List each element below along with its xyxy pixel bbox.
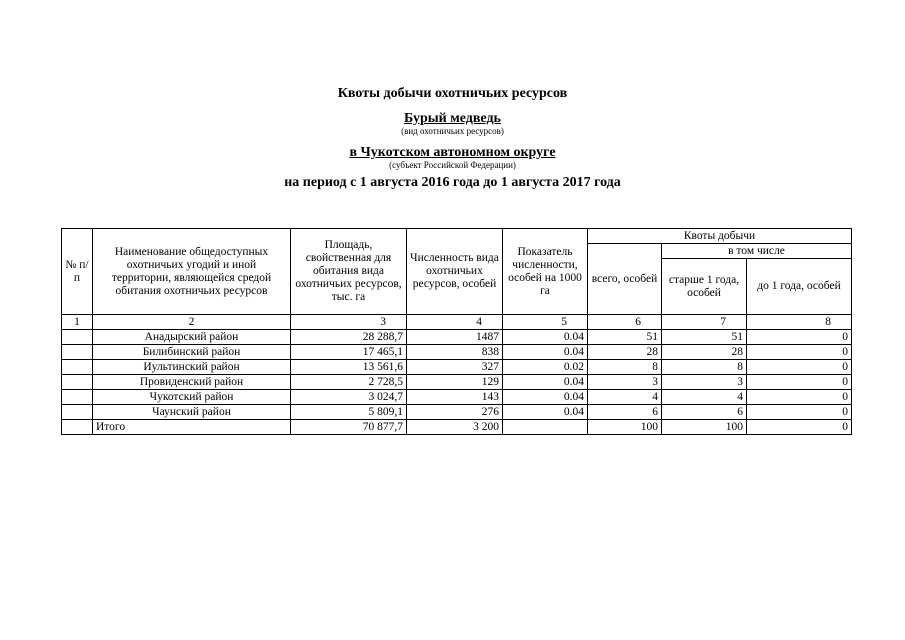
- header-population: Численность вида охотничьих ресурсов, особей: [407, 229, 503, 315]
- quota-under1-cell: 0: [747, 345, 852, 360]
- population-cell: 143: [407, 390, 503, 405]
- table-row: [62, 405, 852, 420]
- population-cell: 129: [407, 375, 503, 390]
- header-num: № п/п: [62, 229, 93, 315]
- quota-over1-cell: 8: [662, 360, 747, 375]
- header-including: в том числе: [662, 244, 852, 259]
- density-cell: 0.04: [503, 345, 588, 360]
- row-index-cell: [62, 345, 93, 360]
- total-row: [62, 420, 852, 435]
- row-index-cell: [62, 390, 93, 405]
- table-row: [62, 345, 852, 360]
- region-name-cell: Иультинский район: [93, 360, 291, 375]
- area-cell: 13 561,6: [291, 360, 407, 375]
- region-name: в Чукотском автономном округе: [349, 145, 556, 160]
- area-cell: 17 465,1: [291, 345, 407, 360]
- quota-under1-cell: 0: [747, 330, 852, 345]
- region-name-cell: Чаунский район: [93, 405, 291, 420]
- quota-over1-cell: 3: [662, 375, 747, 390]
- area-cell: 28 288,7: [291, 330, 407, 345]
- area-cell: 5 809,1: [291, 405, 407, 420]
- density-cell: 0.02: [503, 360, 588, 375]
- document-title: Квоты добычи охотничьих ресурсов: [337, 86, 568, 101]
- quota-under1-cell: 0: [747, 360, 852, 375]
- quota-under1-cell: 0: [747, 405, 852, 420]
- table-row: [62, 360, 852, 375]
- column-number-row: [62, 315, 852, 330]
- quota-over1-cell: 51: [662, 330, 747, 345]
- header-name: Наименование общедоступных охотничьих угодий и иной территории, являющейся средой обитания охотничьих ресурсов: [93, 229, 291, 315]
- region-name-cell: Итого: [93, 420, 291, 435]
- column-number: 6: [588, 315, 662, 330]
- header-quota-group: Квоты добычи: [588, 229, 852, 244]
- table-body: [62, 330, 852, 435]
- quota-total-cell: 51: [588, 330, 662, 345]
- species-note: (вид охотничьих ресурсов): [401, 126, 504, 136]
- column-number: 3: [291, 315, 407, 330]
- region-name-cell: Чукотский район: [93, 390, 291, 405]
- population-cell: 1487: [407, 330, 503, 345]
- area-cell: 2 728,5: [291, 375, 407, 390]
- density-cell: 0.04: [503, 390, 588, 405]
- quota-total-cell: 3: [588, 375, 662, 390]
- region-name-cell: Билибинский район: [93, 345, 291, 360]
- header-density: Показатель численности, особей на 1000 га: [503, 229, 588, 315]
- quota-table: [61, 228, 852, 435]
- population-cell: 327: [407, 360, 503, 375]
- row-index-cell: [62, 330, 93, 345]
- row-index-cell: [62, 375, 93, 390]
- quota-under1-cell: 0: [747, 390, 852, 405]
- quota-total-cell: 100: [588, 420, 662, 435]
- area-cell: 70 877,7: [291, 420, 407, 435]
- row-index-cell: [62, 360, 93, 375]
- header-under1: до 1 года, особей: [747, 259, 852, 315]
- density-cell: 0.04: [503, 330, 588, 345]
- header-area: Площадь, свойственная для обитания вида охотничьих ресурсов, тыс. га: [291, 229, 407, 315]
- header-over1: старше 1 года, особей: [662, 259, 747, 315]
- header-total: всего, особей: [588, 244, 662, 315]
- quota-over1-cell: 6: [662, 405, 747, 420]
- density-cell: [503, 420, 588, 435]
- quota-total-cell: 6: [588, 405, 662, 420]
- quota-over1-cell: 100: [662, 420, 747, 435]
- population-cell: 276: [407, 405, 503, 420]
- quota-over1-cell: 28: [662, 345, 747, 360]
- density-cell: 0.04: [503, 375, 588, 390]
- region-name-cell: Провиденский район: [93, 375, 291, 390]
- quota-total-cell: 28: [588, 345, 662, 360]
- quota-under1-cell: 0: [747, 375, 852, 390]
- table-row: [62, 330, 852, 345]
- column-number: 1: [62, 315, 93, 330]
- period-text: на период с 1 августа 2016 года до 1 августа 2017 года: [284, 175, 621, 190]
- column-number: 4: [407, 315, 503, 330]
- column-number: 7: [662, 315, 747, 330]
- column-number: 2: [93, 315, 291, 330]
- quota-over1-cell: 4: [662, 390, 747, 405]
- quota-total-cell: 4: [588, 390, 662, 405]
- population-cell: 3 200: [407, 420, 503, 435]
- quota-total-cell: 8: [588, 360, 662, 375]
- row-index-cell: [62, 405, 93, 420]
- area-cell: 3 024,7: [291, 390, 407, 405]
- population-cell: 838: [407, 345, 503, 360]
- row-index-cell: [62, 420, 93, 435]
- density-cell: 0.04: [503, 405, 588, 420]
- species-name: Бурый медведь: [404, 111, 501, 126]
- table-row: [62, 390, 852, 405]
- region-name-cell: Анадырский район: [93, 330, 291, 345]
- column-number: 5: [503, 315, 588, 330]
- column-number: 8: [747, 315, 852, 330]
- region-note: (субъект Российской Федерации): [389, 160, 516, 170]
- table-row: [62, 375, 852, 390]
- quota-under1-cell: 0: [747, 420, 852, 435]
